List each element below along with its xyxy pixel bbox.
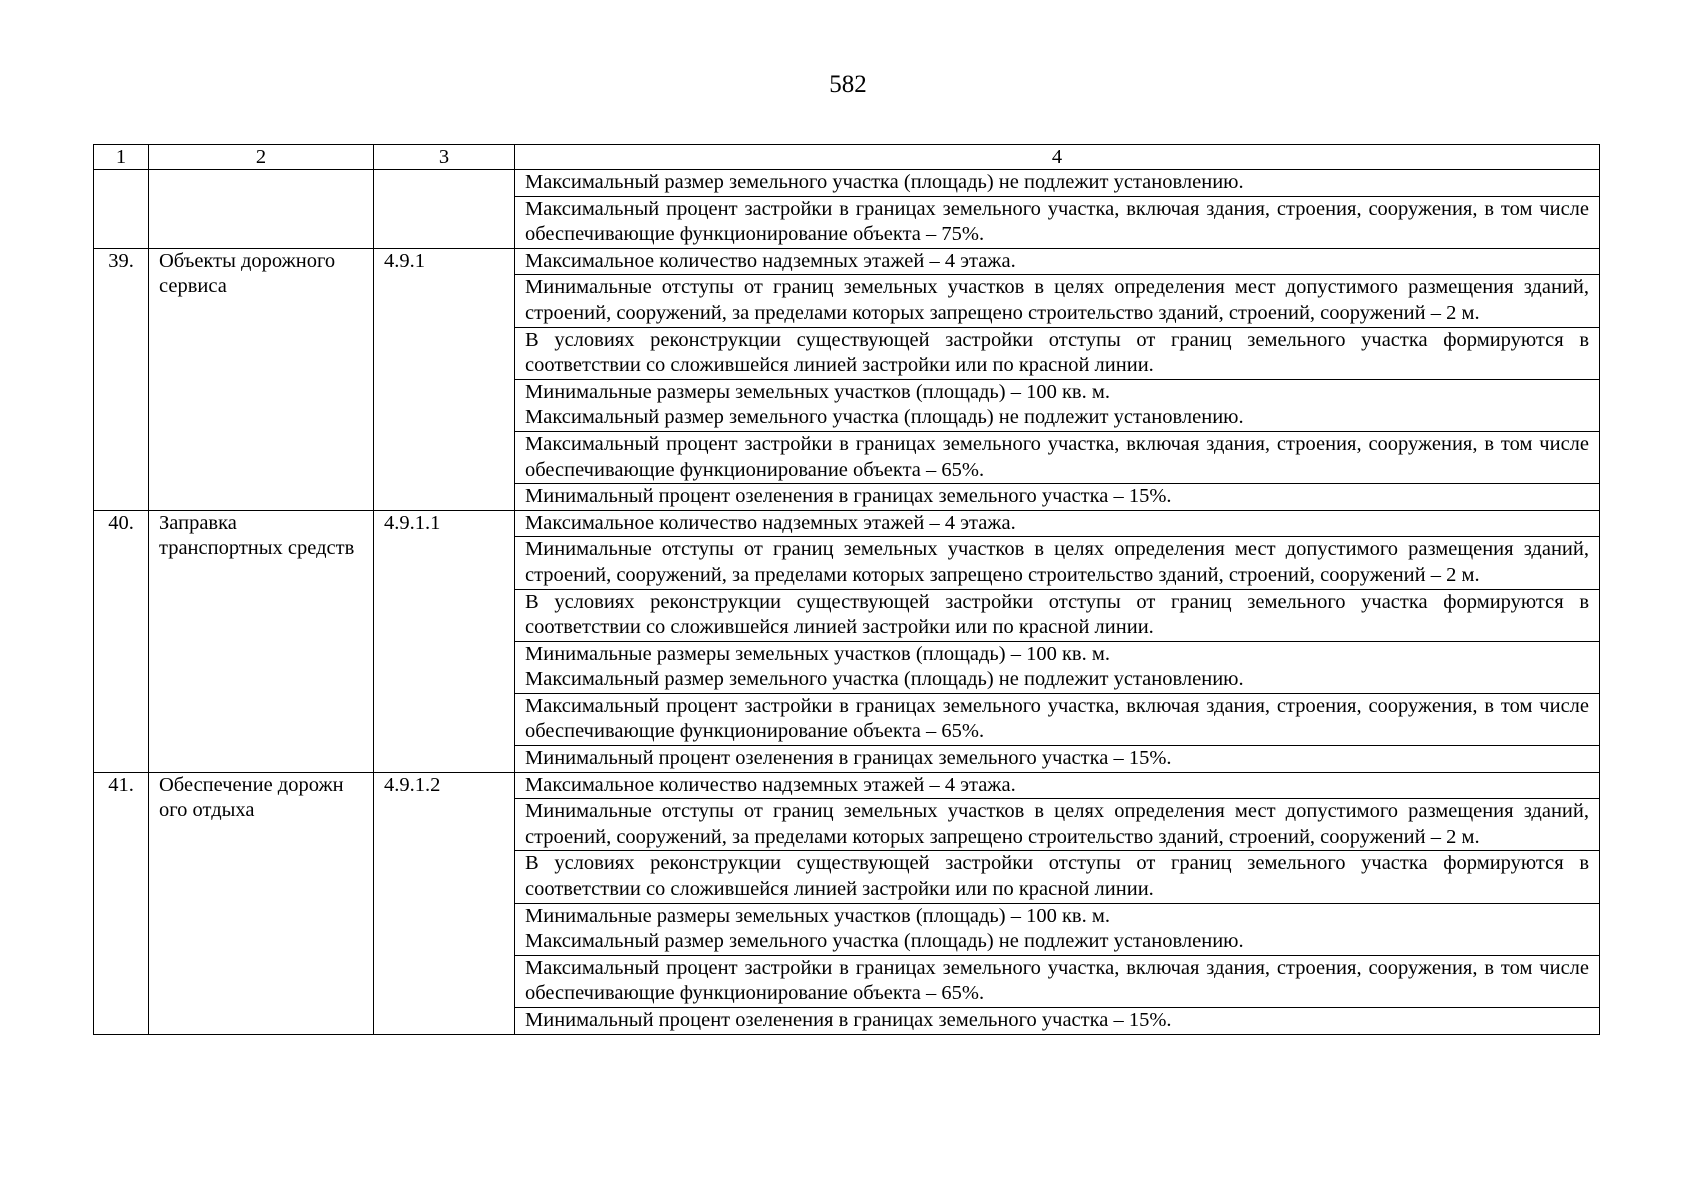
continuation-empty-cell [149, 170, 374, 249]
parameter-cell [515, 170, 1600, 197]
parameter-cell [515, 955, 1600, 1007]
parameter-cell [515, 799, 1600, 851]
use-type-code: 4.9.1.1 [374, 510, 515, 772]
header-cell: 2 [149, 145, 374, 170]
parameter-text: В условиях реконструкции существующей застройки отступы от границ земельного участка формируются в соответствии со сложившейся линией застройки или по красной линии. [525, 328, 1589, 377]
parameter-text: Минимальные отступы от границ земельных участков в целях определения мест допустимого размещения зданий, строений, сооружений, за пределами которых запрещено строительство зданий, строений, сооружений – 2 м. [525, 538, 1589, 586]
parameter-text: Минимальные размеры земельных участков (площадь) – 100 кв. м. [525, 904, 1110, 927]
parameter-text: Максимальный размер земельного участка (площадь) не подлежит установлению. [525, 406, 1244, 429]
parameter-text: Максимальное количество надземных этажей – 4 этажа. [525, 249, 1016, 272]
parameter-cell [515, 379, 1600, 431]
use-type-name: Объекты дорожного сервиса [149, 248, 374, 510]
parameter-text: Минимальный процент озеленения в границах земельного участка – 15%. [525, 485, 1172, 508]
use-type-name: Заправка транспортных средств [149, 510, 374, 772]
header-cell: 3 [374, 145, 515, 170]
parameter-text: Минимальные размеры земельных участков (площадь) – 100 кв. м. [525, 380, 1110, 403]
header-cell: 4 [515, 145, 1600, 170]
parameter-cell [515, 903, 1600, 955]
table-row [94, 248, 1600, 275]
parameter-text: Максимальный размер земельного участка (площадь) не подлежит установлению. [525, 171, 1244, 193]
parameter-text: Максимальный процент застройки в границах земельного участка, включая здания, строения, сооружения, в том числе обеспечивающие функционирование объекта – 65%. [525, 694, 1589, 743]
parameter-cell [515, 196, 1600, 248]
row-number: 40. [94, 510, 149, 772]
parameter-cell [515, 851, 1600, 903]
use-type-name: Обеспечение дорожн ого отдыха [149, 772, 374, 1034]
parameter-cell [515, 589, 1600, 641]
continuation-empty-cell [94, 170, 149, 249]
parameter-text: Максимальный процент застройки в границах земельного участка, включая здания, строения, сооружения, в том числе обеспечивающие функционирование объекта – 75%. [525, 197, 1589, 246]
parameter-text: Максимальный размер земельного участка (площадь) не подлежит установлению. [525, 668, 1244, 691]
parameter-text: Минимальный процент озеленения в границах земельного участка – 15%. [525, 1009, 1172, 1031]
regulations-table [93, 144, 1600, 1035]
parameter-text: Максимальный процент застройки в границах земельного участка, включая здания, строения, сооружения, в том числе обеспечивающие функционирование объекта – 65%. [525, 432, 1589, 481]
parameter-cell [515, 275, 1600, 327]
table-row [94, 772, 1600, 799]
use-type-code: 4.9.1.2 [374, 772, 515, 1034]
parameter-text: Максимальный процент застройки в границах земельного участка, включая здания, строения, сооружения, в том числе обеспечивающие функционирование объекта – 65%. [525, 956, 1589, 1005]
parameter-cell [515, 641, 1600, 693]
use-type-code: 4.9.1 [374, 248, 515, 510]
parameter-cell [515, 772, 1600, 799]
parameter-text: Максимальное количество надземных этажей – 4 этажа. [525, 511, 1016, 534]
parameter-cell [515, 431, 1600, 483]
parameter-text: Минимальные отступы от границ земельных участков в целях определения мест допустимого размещения зданий, строений, сооружений, за пределами которых запрещено строительство зданий, строений, сооружений – 2 м. [525, 800, 1589, 848]
row-number: 41. [94, 772, 149, 1034]
parameter-text: Максимальное количество надземных этажей – 4 этажа. [525, 773, 1016, 796]
parameter-cell [515, 248, 1600, 275]
parameter-cell [515, 484, 1600, 511]
parameter-text: Минимальный процент озеленения в границах земельного участка – 15%. [525, 747, 1172, 770]
parameter-text: Минимальные размеры земельных участков (площадь) – 100 кв. м. [525, 642, 1110, 665]
parameter-text: В условиях реконструкции существующей застройки отступы от границ земельного участка формируются в соответствии со сложившейся линией застройки или по красной линии. [525, 590, 1589, 639]
parameter-text: В условиях реконструкции существующей застройки отступы от границ земельного участка формируются в соответствии со сложившейся линией застройки или по красной линии. [525, 852, 1589, 901]
parameter-cell [515, 1008, 1600, 1035]
parameter-cell [515, 693, 1600, 745]
table-row [94, 510, 1600, 537]
row-number: 39. [94, 248, 149, 510]
parameter-text: Минимальные отступы от границ земельных участков в целях определения мест допустимого размещения зданий, строений, сооружений, за пределами которых запрещено строительство зданий, строений, сооружений – 2 м. [525, 276, 1589, 324]
parameter-cell [515, 510, 1600, 537]
parameter-cell [515, 746, 1600, 773]
page-number: 582 [829, 71, 867, 98]
parameter-cell [515, 327, 1600, 379]
table-row [94, 170, 1600, 197]
header-cell: 1 [94, 145, 149, 170]
parameter-cell [515, 537, 1600, 589]
continuation-empty-cell [374, 170, 515, 249]
parameter-text: Максимальный размер земельного участка (площадь) не подлежит установлению. [525, 930, 1244, 953]
table-header-row [94, 145, 1600, 170]
